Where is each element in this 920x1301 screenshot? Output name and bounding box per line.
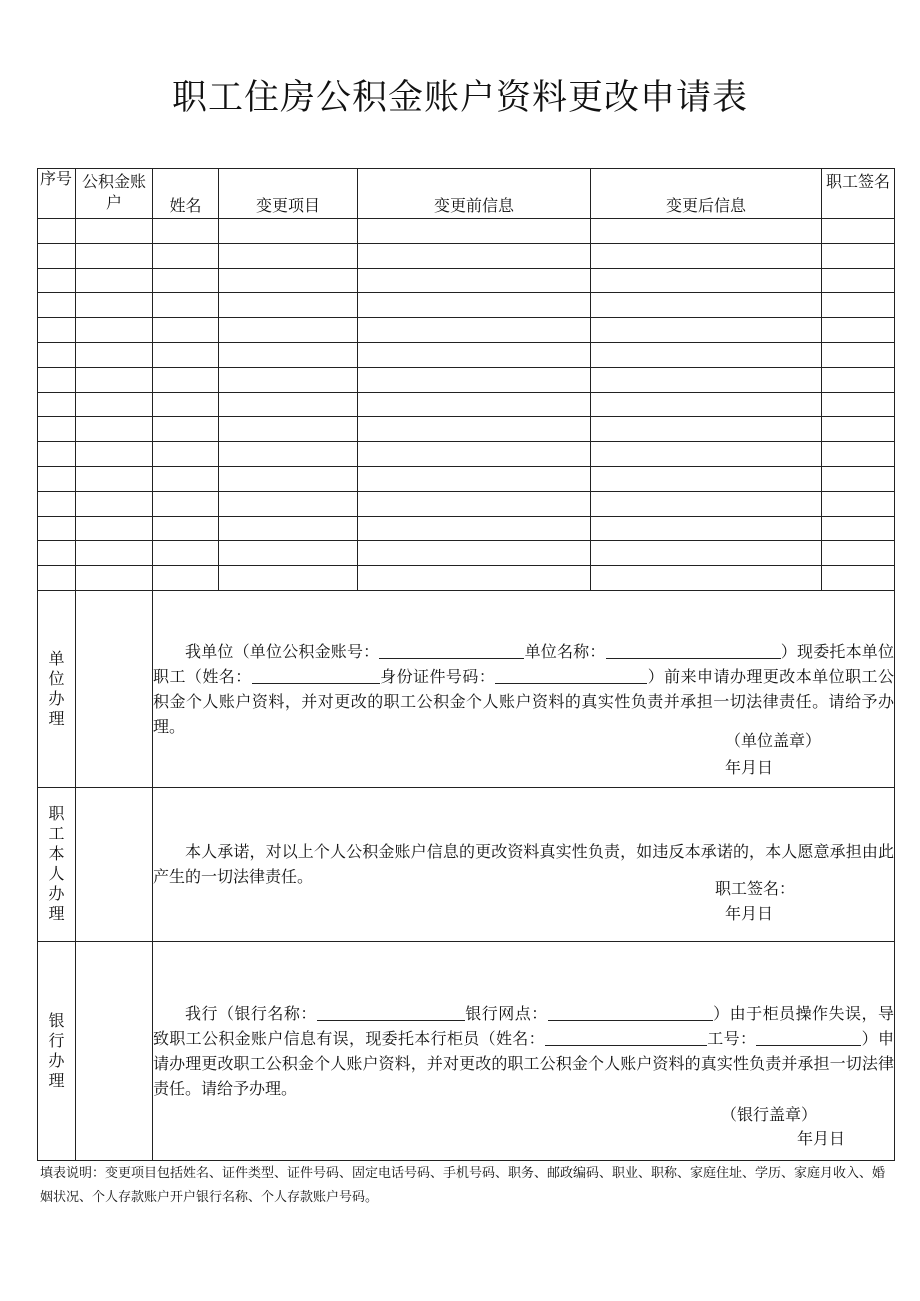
signature-cell[interactable] <box>822 541 895 566</box>
name-cell[interactable] <box>153 491 219 516</box>
account-cell[interactable] <box>76 318 153 343</box>
item-cell[interactable] <box>219 243 358 268</box>
table-row <box>38 342 895 367</box>
seq-cell[interactable] <box>38 541 76 566</box>
signature-cell[interactable] <box>822 342 895 367</box>
item-cell[interactable] <box>219 367 358 392</box>
seq-cell[interactable] <box>38 268 76 293</box>
item-cell[interactable] <box>219 392 358 417</box>
bank-date-label: 年月日 <box>797 1128 846 1148</box>
before-cell[interactable] <box>358 219 591 244</box>
account-cell[interactable] <box>76 219 153 244</box>
before-cell[interactable] <box>358 442 591 467</box>
after-cell[interactable] <box>591 392 822 417</box>
table-row <box>38 318 895 343</box>
teller-name-field[interactable] <box>545 1027 707 1046</box>
signature-cell[interactable] <box>822 491 895 516</box>
signature-cell[interactable] <box>822 219 895 244</box>
seq-cell[interactable] <box>38 367 76 392</box>
unit-statement: 我单位（单位公积金账号： 单位名称： ）现委托本单位职工（姓名： 身份证件号码： ）前来申请办理更改本单位职工公积金个人账户资料，并对更改的职工公积金个人账户资料的真实性负责并承担一切法律责任。请给予办理。 <box>153 641 894 736</box>
before-cell[interactable] <box>358 268 591 293</box>
item-cell[interactable] <box>219 417 358 442</box>
account-cell[interactable] <box>76 367 153 392</box>
seq-cell[interactable] <box>38 491 76 516</box>
item-cell[interactable] <box>219 342 358 367</box>
employee-section-spacer <box>76 787 153 941</box>
item-cell[interactable] <box>219 491 358 516</box>
seq-cell[interactable] <box>38 466 76 491</box>
name-cell[interactable] <box>153 243 219 268</box>
item-cell[interactable] <box>219 442 358 467</box>
after-cell[interactable] <box>591 417 822 442</box>
seq-cell[interactable] <box>38 342 76 367</box>
before-cell[interactable] <box>358 417 591 442</box>
account-cell[interactable] <box>76 442 153 467</box>
signature-cell[interactable] <box>822 417 895 442</box>
teller-id-field[interactable] <box>756 1027 861 1046</box>
bank-branch-field[interactable] <box>548 1002 713 1021</box>
name-cell[interactable] <box>153 516 219 541</box>
after-cell[interactable] <box>591 318 822 343</box>
header-item: 变更项目 <box>219 169 358 219</box>
signature-cell[interactable] <box>822 392 895 417</box>
account-cell[interactable] <box>76 268 153 293</box>
item-cell[interactable] <box>219 566 358 591</box>
name-cell[interactable] <box>153 268 219 293</box>
after-cell[interactable] <box>591 442 822 467</box>
after-cell[interactable] <box>591 541 822 566</box>
after-cell[interactable] <box>591 243 822 268</box>
employee-section-body <box>153 787 895 941</box>
before-cell[interactable] <box>358 516 591 541</box>
seq-cell[interactable] <box>38 293 76 318</box>
signature-cell[interactable] <box>822 318 895 343</box>
unit-account-field[interactable] <box>379 640 524 659</box>
before-cell[interactable] <box>358 566 591 591</box>
table-row <box>38 491 895 516</box>
unit-date-label: 年月日 <box>725 757 774 777</box>
signature-cell[interactable] <box>822 566 895 591</box>
after-cell[interactable] <box>591 516 822 541</box>
after-cell[interactable] <box>591 219 822 244</box>
signature-cell[interactable] <box>822 293 895 318</box>
header-account: 公积金账户 <box>76 169 153 219</box>
after-cell[interactable] <box>591 268 822 293</box>
employee-statement: 本人承诺，对以上个人公积金账户信息的更改资料真实性负责，如违反本承诺的，本人愿意承担由此产生的一切法律责任。 <box>153 842 894 887</box>
name-cell[interactable] <box>153 318 219 343</box>
item-cell[interactable] <box>219 466 358 491</box>
before-cell[interactable] <box>358 293 591 318</box>
bank-section-label: 银行办理 <box>38 941 76 1160</box>
name-cell[interactable] <box>153 293 219 318</box>
name-cell[interactable] <box>153 367 219 392</box>
signature-cell[interactable] <box>822 442 895 467</box>
table-row <box>38 566 895 591</box>
item-cell[interactable] <box>219 268 358 293</box>
unit-section-spacer <box>76 590 153 787</box>
table-row <box>38 516 895 541</box>
seq-cell[interactable] <box>38 318 76 343</box>
account-cell[interactable] <box>76 541 153 566</box>
table-row <box>38 293 895 318</box>
item-cell[interactable] <box>219 293 358 318</box>
id-number-field[interactable] <box>495 665 647 684</box>
seq-cell[interactable] <box>38 417 76 442</box>
after-cell[interactable] <box>591 367 822 392</box>
unit-seal-label: （单位盖章） <box>725 730 822 750</box>
item-cell[interactable] <box>219 541 358 566</box>
account-cell[interactable] <box>76 417 153 442</box>
account-cell[interactable] <box>76 566 153 591</box>
employee-name-field[interactable] <box>252 665 380 684</box>
signature-cell[interactable] <box>822 466 895 491</box>
table-row <box>38 219 895 244</box>
page-title: 职工住房公积金账户资料更改申请表 <box>171 78 748 118</box>
seq-cell[interactable] <box>38 442 76 467</box>
unit-section-body <box>153 590 895 787</box>
form-instructions: 填表说明：变更项目包括姓名、证件类型、证件号码、固定电话号码、手机号码、职务、邮政编码、职业、职称、家庭住址、学历、家庭月收入、婚姻状况、个人存款账户开户银行名称、个人存款账户号码。 <box>40 1166 886 1205</box>
seq-cell[interactable] <box>38 516 76 541</box>
before-cell[interactable] <box>358 342 591 367</box>
bank-section-row <box>38 941 895 1160</box>
table-row <box>38 541 895 566</box>
after-cell[interactable] <box>591 491 822 516</box>
header-signature: 职工签名 <box>822 169 895 219</box>
seq-cell[interactable] <box>38 219 76 244</box>
after-cell[interactable] <box>591 566 822 591</box>
table-row <box>38 367 895 392</box>
signature-cell[interactable] <box>822 367 895 392</box>
seq-cell[interactable] <box>38 243 76 268</box>
table-row <box>38 268 895 293</box>
before-cell[interactable] <box>358 491 591 516</box>
employee-signature-label: 职工签名： <box>715 878 796 898</box>
unit-section-label: 单位办理 <box>38 590 76 787</box>
name-cell[interactable] <box>153 541 219 566</box>
account-cell[interactable] <box>76 516 153 541</box>
unit-section-row <box>38 590 895 787</box>
seq-cell[interactable] <box>38 392 76 417</box>
account-cell[interactable] <box>76 466 153 491</box>
before-cell[interactable] <box>358 392 591 417</box>
bank-statement: 我行（银行名称： 银行网点： ）由于柜员操作失误，导致职工公积金账户信息有误，现委托本行柜员（姓名： 工号： ）申请办理更改职工公积金个人账户资料，并对更改的职工公积金个人账户资料的真实性负责并承担一切法律责任。请给予办理。 <box>153 1003 894 1098</box>
header-name: 姓名 <box>153 169 219 219</box>
bank-section-body <box>153 941 895 1160</box>
account-cell[interactable] <box>76 293 153 318</box>
name-cell[interactable] <box>153 466 219 491</box>
header-seq: 序号 <box>38 169 76 219</box>
before-cell[interactable] <box>358 318 591 343</box>
signature-cell[interactable] <box>822 243 895 268</box>
before-cell[interactable] <box>358 466 591 491</box>
name-cell[interactable] <box>153 442 219 467</box>
employee-section-label: 职工本人办理 <box>38 787 76 941</box>
table-row <box>38 442 895 467</box>
after-cell[interactable] <box>591 466 822 491</box>
table-body <box>38 219 895 591</box>
account-cell[interactable] <box>76 342 153 367</box>
employee-section-row <box>38 787 895 941</box>
item-cell[interactable] <box>219 516 358 541</box>
unit-name-field[interactable] <box>606 640 781 659</box>
after-cell[interactable] <box>591 293 822 318</box>
employee-date-label: 年月日 <box>725 903 774 923</box>
name-cell[interactable] <box>153 417 219 442</box>
item-cell[interactable] <box>219 318 358 343</box>
item-cell[interactable] <box>219 219 358 244</box>
name-cell[interactable] <box>153 392 219 417</box>
table-row <box>38 243 895 268</box>
before-cell[interactable] <box>358 367 591 392</box>
before-cell[interactable] <box>358 243 591 268</box>
table-header-row <box>38 169 895 219</box>
seq-cell[interactable] <box>38 566 76 591</box>
header-after: 变更后信息 <box>591 169 822 219</box>
before-cell[interactable] <box>358 541 591 566</box>
name-cell[interactable] <box>153 342 219 367</box>
bank-section-spacer <box>76 941 153 1160</box>
bank-seal-label: （银行盖章） <box>721 1104 818 1124</box>
account-cell[interactable] <box>76 392 153 417</box>
table-row <box>38 466 895 491</box>
table-row <box>38 417 895 442</box>
account-cell[interactable] <box>76 491 153 516</box>
account-cell[interactable] <box>76 243 153 268</box>
application-form-table <box>37 168 895 1161</box>
after-cell[interactable] <box>591 342 822 367</box>
header-before: 变更前信息 <box>358 169 591 219</box>
name-cell[interactable] <box>153 219 219 244</box>
signature-cell[interactable] <box>822 268 895 293</box>
bank-name-field[interactable] <box>317 1002 465 1021</box>
signature-cell[interactable] <box>822 516 895 541</box>
name-cell[interactable] <box>153 566 219 591</box>
table-row <box>38 392 895 417</box>
